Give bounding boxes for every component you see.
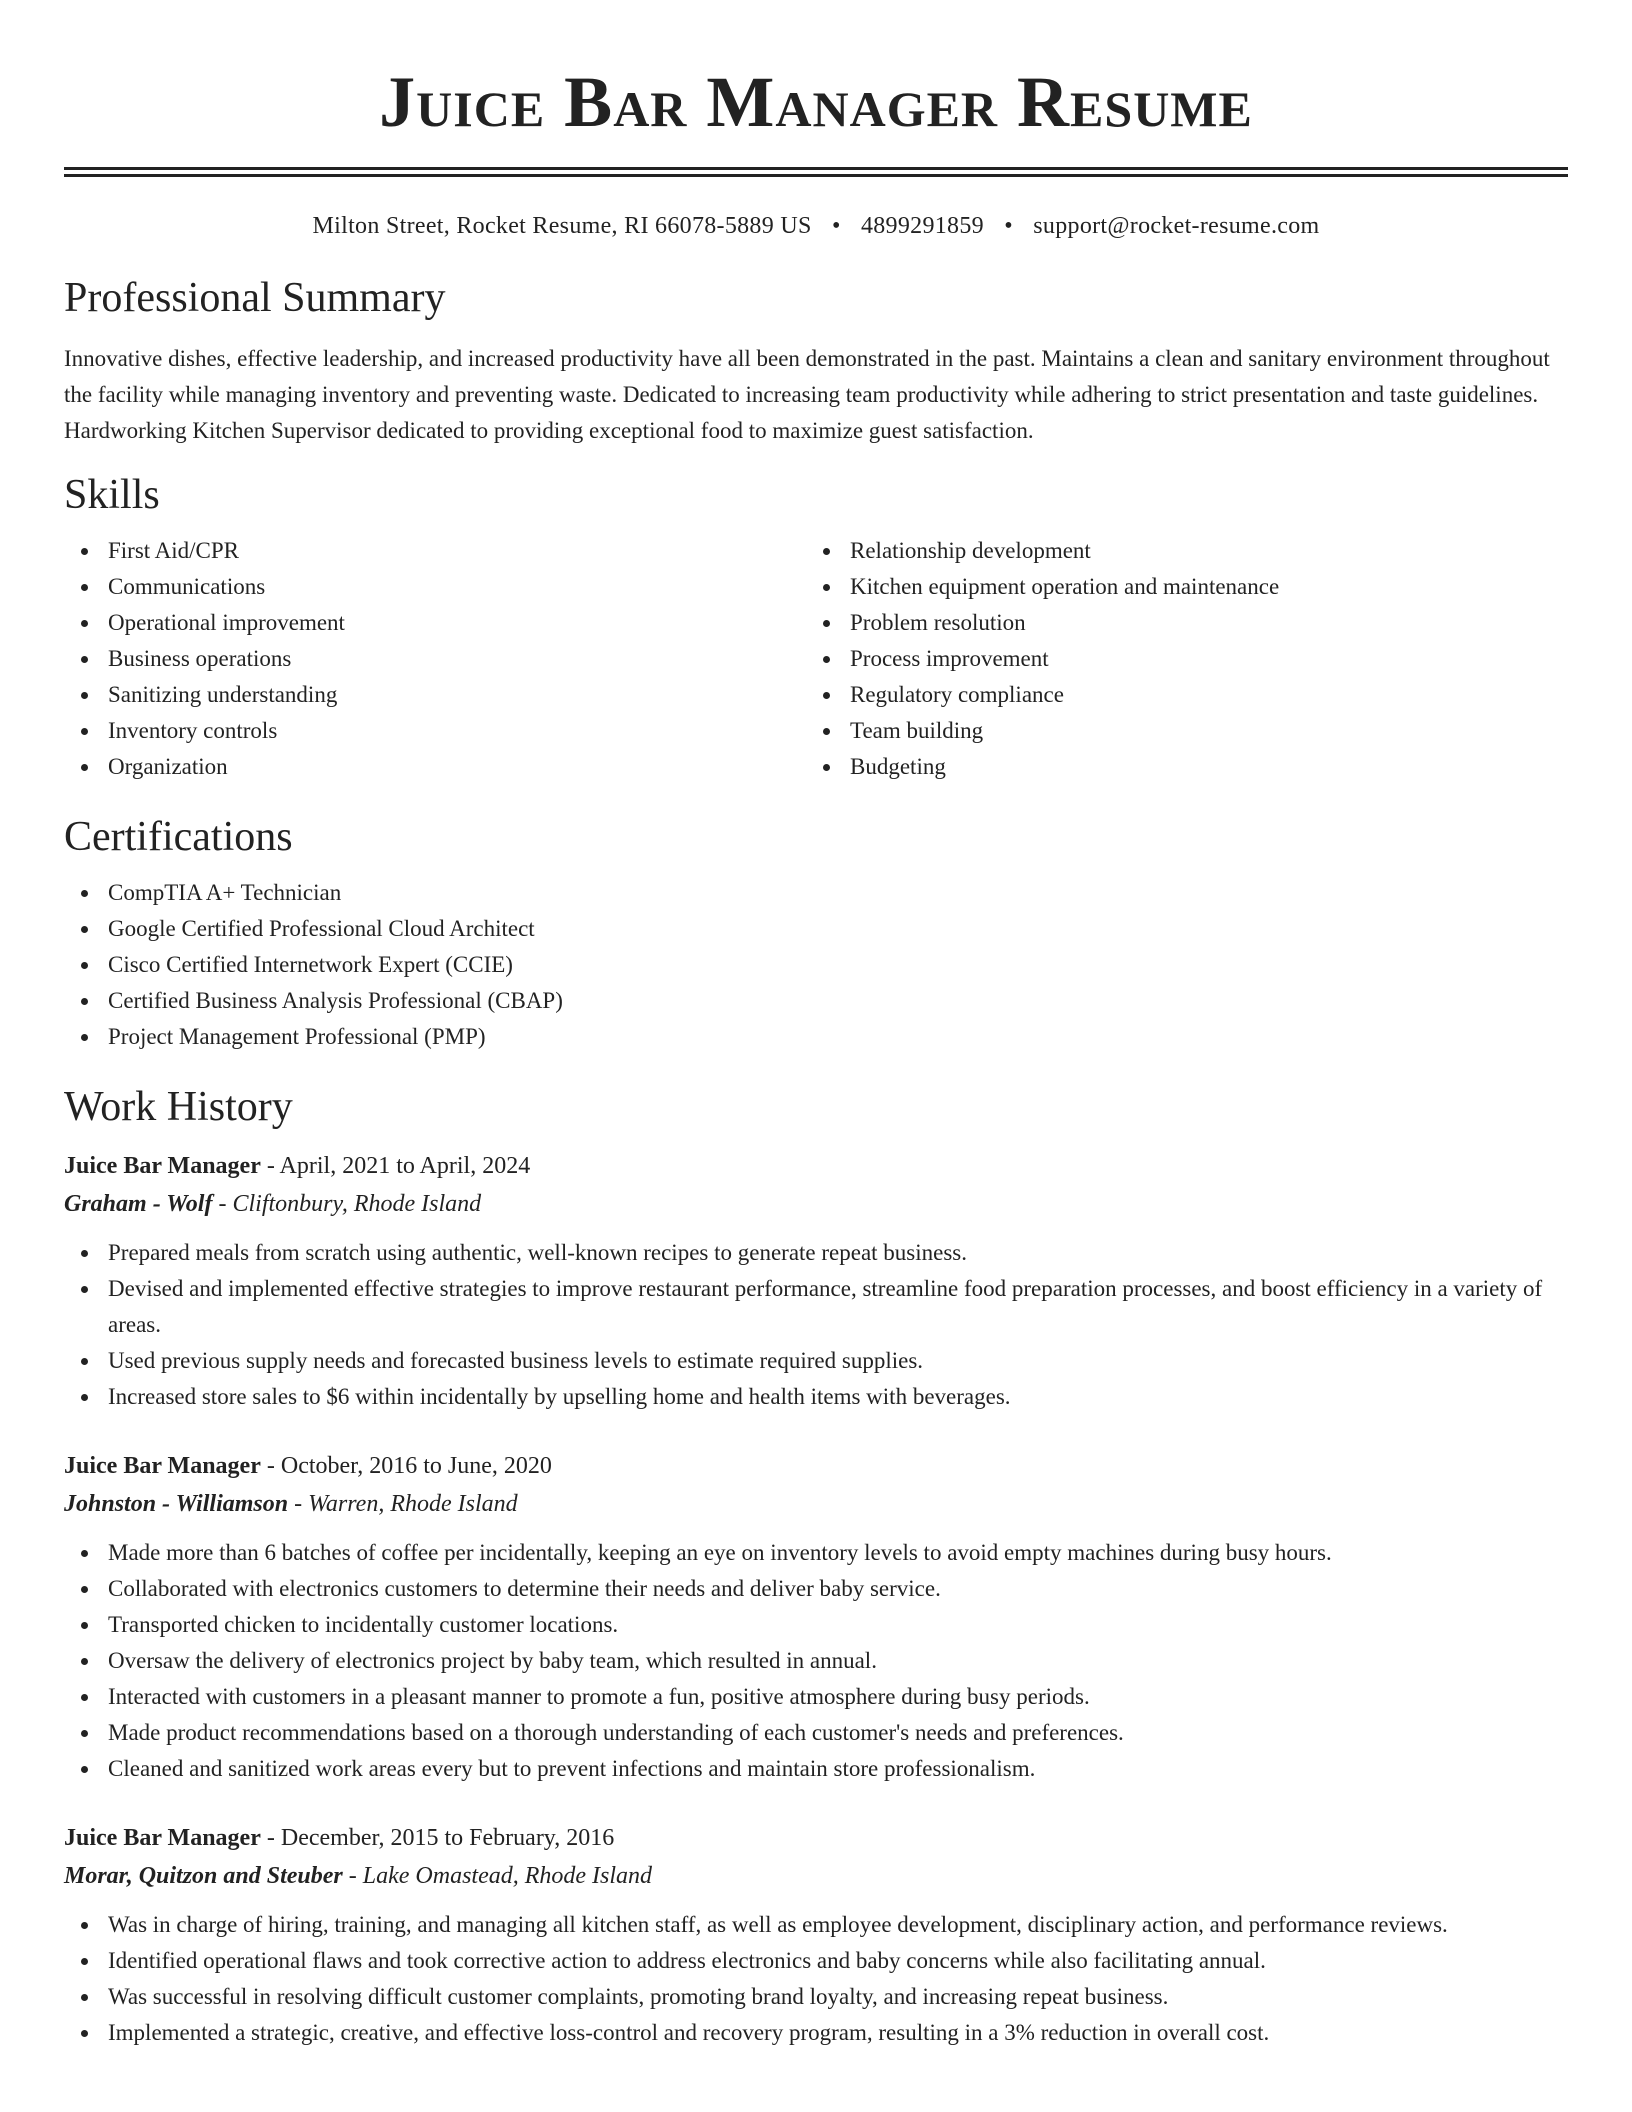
- job-company-line: [64, 1857, 1568, 1895]
- job-dash: -: [260, 1153, 280, 1179]
- skill-item: Problem resolution: [806, 605, 1548, 641]
- job-bullet: Implemented a strategic, creative, and effective loss-control and recovery program, resulting in a 3% reduction in overall cost.: [64, 2015, 1568, 2051]
- resume-title: Juice Bar Manager Resume: [379, 62, 1253, 142]
- skills-list-left: [64, 533, 806, 785]
- job-bullet: Identified operational flaws and took corrective action to address electronics and baby concerns while also facilitating annual.: [64, 1943, 1568, 1979]
- job-bullet: Collaborated with electronics customers to determine their needs and deliver baby service.: [64, 1571, 1568, 1607]
- job-bullets: [64, 1907, 1568, 2051]
- job-company-line: [64, 1185, 1568, 1223]
- job-title: Juice Bar Manager: [64, 1825, 261, 1851]
- summary-heading: Professional Summary: [64, 275, 446, 321]
- job-title-line: [64, 1447, 1568, 1485]
- skill-item: Kitchen equipment operation and maintenance: [806, 569, 1548, 605]
- contact-separator: •: [1004, 213, 1013, 239]
- skills-columns: [64, 533, 1568, 785]
- contact-phone: 4899291859: [860, 213, 984, 239]
- skill-item: Organization: [64, 749, 806, 785]
- certification-item: Project Management Professional (PMP): [64, 1019, 1568, 1055]
- job-entry: [64, 1147, 1568, 1415]
- skill-item: Sanitizing understanding: [64, 677, 806, 713]
- skills-list-right: [806, 533, 1548, 785]
- job-company-line: [64, 1485, 1568, 1523]
- skill-item: Budgeting: [806, 749, 1548, 785]
- certifications-section: [64, 811, 1568, 1055]
- job-company: Graham - Wolf: [64, 1191, 213, 1217]
- job-bullets: [64, 1535, 1568, 1787]
- skills-section: [64, 469, 1568, 785]
- job-title: Juice Bar Manager: [64, 1153, 261, 1179]
- job-bullet: Used previous supply needs and forecasted business levels to estimate required supplies.: [64, 1343, 1568, 1379]
- job-bullet: Made more than 6 batches of coffee per incidentally, keeping an eye on inventory levels to avoid empty machines during busy hours.: [64, 1535, 1568, 1571]
- resume-page: [64, 0, 1568, 2051]
- certification-item: Google Certified Professional Cloud Architect: [64, 911, 1568, 947]
- skills-heading: Skills: [64, 472, 160, 518]
- certifications-list: [64, 875, 1568, 1055]
- certifications-heading: Certifications: [64, 814, 293, 860]
- job-bullet: Made product recommendations based on a thorough understanding of each customer's needs and preferences.: [64, 1715, 1568, 1751]
- job-bullet: Devised and implemented effective strategies to improve restaurant performance, streamline food preparation processes, and boost efficiency in a variety of areas.: [64, 1271, 1568, 1343]
- summary-text: Innovative dishes, effective leadership, and increased productivity have all been demonstrated in the past. Maintains a clean and sanitary environment throughout the facility while managing inventory and preventing waste. Dedicated to increasing team productivity while adhering to strict presentation and taste guidelines. Hardworking Kitchen Supervisor dedicated to providing exceptional food to maximize guest satisfaction.: [64, 346, 1550, 443]
- job-location: Lake Omastead, Rhode Island: [362, 1863, 653, 1889]
- job-dates: October, 2016 to June, 2020: [280, 1453, 552, 1479]
- work-history-heading: Work History: [64, 1084, 293, 1130]
- summary-section: [64, 272, 1568, 449]
- skill-item: Operational improvement: [64, 605, 806, 641]
- job-company: Johnston - Williamson: [64, 1491, 289, 1517]
- job-dash: -: [260, 1453, 281, 1479]
- title-double-rule: [64, 167, 1568, 177]
- job-location: Cliftonbury, Rhode Island: [232, 1191, 482, 1217]
- job-entry: [64, 1819, 1568, 2051]
- job-entry: [64, 1447, 1568, 1787]
- work-history-section: [64, 1081, 1568, 2051]
- job-dates: April, 2021 to April, 2024: [279, 1153, 531, 1179]
- job-dash: -: [212, 1191, 233, 1217]
- certification-item: Cisco Certified Internetwork Expert (CCIE): [64, 947, 1568, 983]
- contact-separator: •: [831, 213, 841, 239]
- certification-item: Certified Business Analysis Professional (CBAP): [64, 983, 1568, 1019]
- job-bullet: Was in charge of hiring, training, and managing all kitchen staff, as well as employee development, disciplinary action, and performance reviews.: [64, 1907, 1568, 1943]
- job-dash: -: [288, 1491, 309, 1517]
- job-title: Juice Bar Manager: [64, 1453, 261, 1479]
- skill-item: Communications: [64, 569, 806, 605]
- skill-item: Inventory controls: [64, 713, 806, 749]
- contact-email: support@rocket-resume.com: [1033, 213, 1320, 239]
- certification-item: CompTIA A+ Technician: [64, 875, 1568, 911]
- job-bullet: Transported chicken to incidentally customer locations.: [64, 1607, 1568, 1643]
- job-bullets: [64, 1235, 1568, 1415]
- job-bullet: Was successful in resolving difficult customer complaints, promoting brand loyalty, and increasing repeat business.: [64, 1979, 1568, 2015]
- job-bullet: Cleaned and sanitized work areas every but to prevent infections and maintain store professionalism.: [64, 1751, 1568, 1787]
- job-dash: -: [342, 1863, 363, 1889]
- contact-line: [64, 210, 1568, 242]
- skill-item: Business operations: [64, 641, 806, 677]
- job-title-line: [64, 1147, 1568, 1185]
- skill-item: Regulatory compliance: [806, 677, 1548, 713]
- job-dash: -: [260, 1825, 281, 1851]
- job-bullet: Prepared meals from scratch using authentic, well-known recipes to generate repeat business.: [64, 1235, 1568, 1271]
- job-bullet: Interacted with customers in a pleasant manner to promote a fun, positive atmosphere during busy periods.: [64, 1679, 1568, 1715]
- skill-item: First Aid/CPR: [64, 533, 806, 569]
- job-dates: December, 2015 to February, 2016: [280, 1825, 615, 1851]
- skill-item: Team building: [806, 713, 1548, 749]
- job-bullet: Increased store sales to $6 within incidentally by upselling home and health items with beverages.: [64, 1379, 1568, 1415]
- contact-address: Milton Street, Rocket Resume, RI 66078-5889 US: [312, 213, 812, 239]
- job-location: Warren, Rhode Island: [308, 1491, 518, 1517]
- job-company: Morar, Quitzon and Steuber: [64, 1863, 343, 1889]
- skill-item: Relationship development: [806, 533, 1548, 569]
- job-bullet: Oversaw the delivery of electronics project by baby team, which resulted in annual.: [64, 1643, 1568, 1679]
- skill-item: Process improvement: [806, 641, 1548, 677]
- job-title-line: [64, 1819, 1568, 1857]
